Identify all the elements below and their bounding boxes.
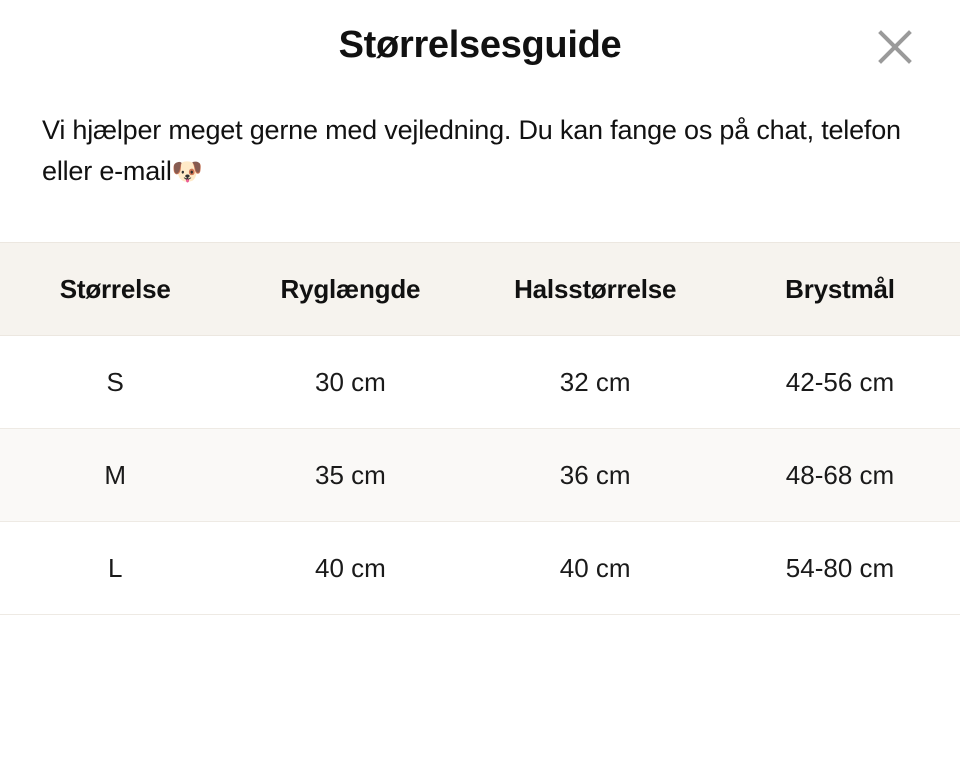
cell-back-length: 40 cm [230,522,470,615]
close-icon[interactable] [872,24,918,70]
page-title: Størrelsesguide [338,24,622,66]
size-guide-table [0,242,960,615]
dog-face-icon: 🐶 [171,158,203,187]
modal-header [0,0,960,96]
column-header-neck-size: Halsstørrelse [470,243,720,336]
column-header-back-length: Ryglængde [230,243,470,336]
cell-chest-size: 42-56 cm [720,336,960,429]
cell-chest-size: 54-80 cm [720,522,960,615]
intro-text-body: Vi hjælper meget gerne med vejledning. Du kan fange os på chat, telefon eller e-mail [42,115,901,187]
cell-size: L [0,522,230,615]
table-row [0,429,960,522]
table-header [0,243,960,336]
cell-neck-size: 32 cm [470,336,720,429]
cell-back-length: 35 cm [230,429,470,522]
column-header-size: Størrelse [0,243,230,336]
table-body [0,336,960,615]
intro-text [0,96,960,192]
cell-neck-size: 40 cm [470,522,720,615]
close-icon-glyph [875,27,915,67]
table-row [0,336,960,429]
column-header-chest-size: Brystmål [720,243,960,336]
cell-chest-size: 48-68 cm [720,429,960,522]
modal-bottom-spacer [0,615,960,755]
cell-neck-size: 36 cm [470,429,720,522]
table-header-row [0,243,960,336]
cell-size: S [0,336,230,429]
cell-back-length: 30 cm [230,336,470,429]
table-row [0,522,960,615]
cell-size: M [0,429,230,522]
